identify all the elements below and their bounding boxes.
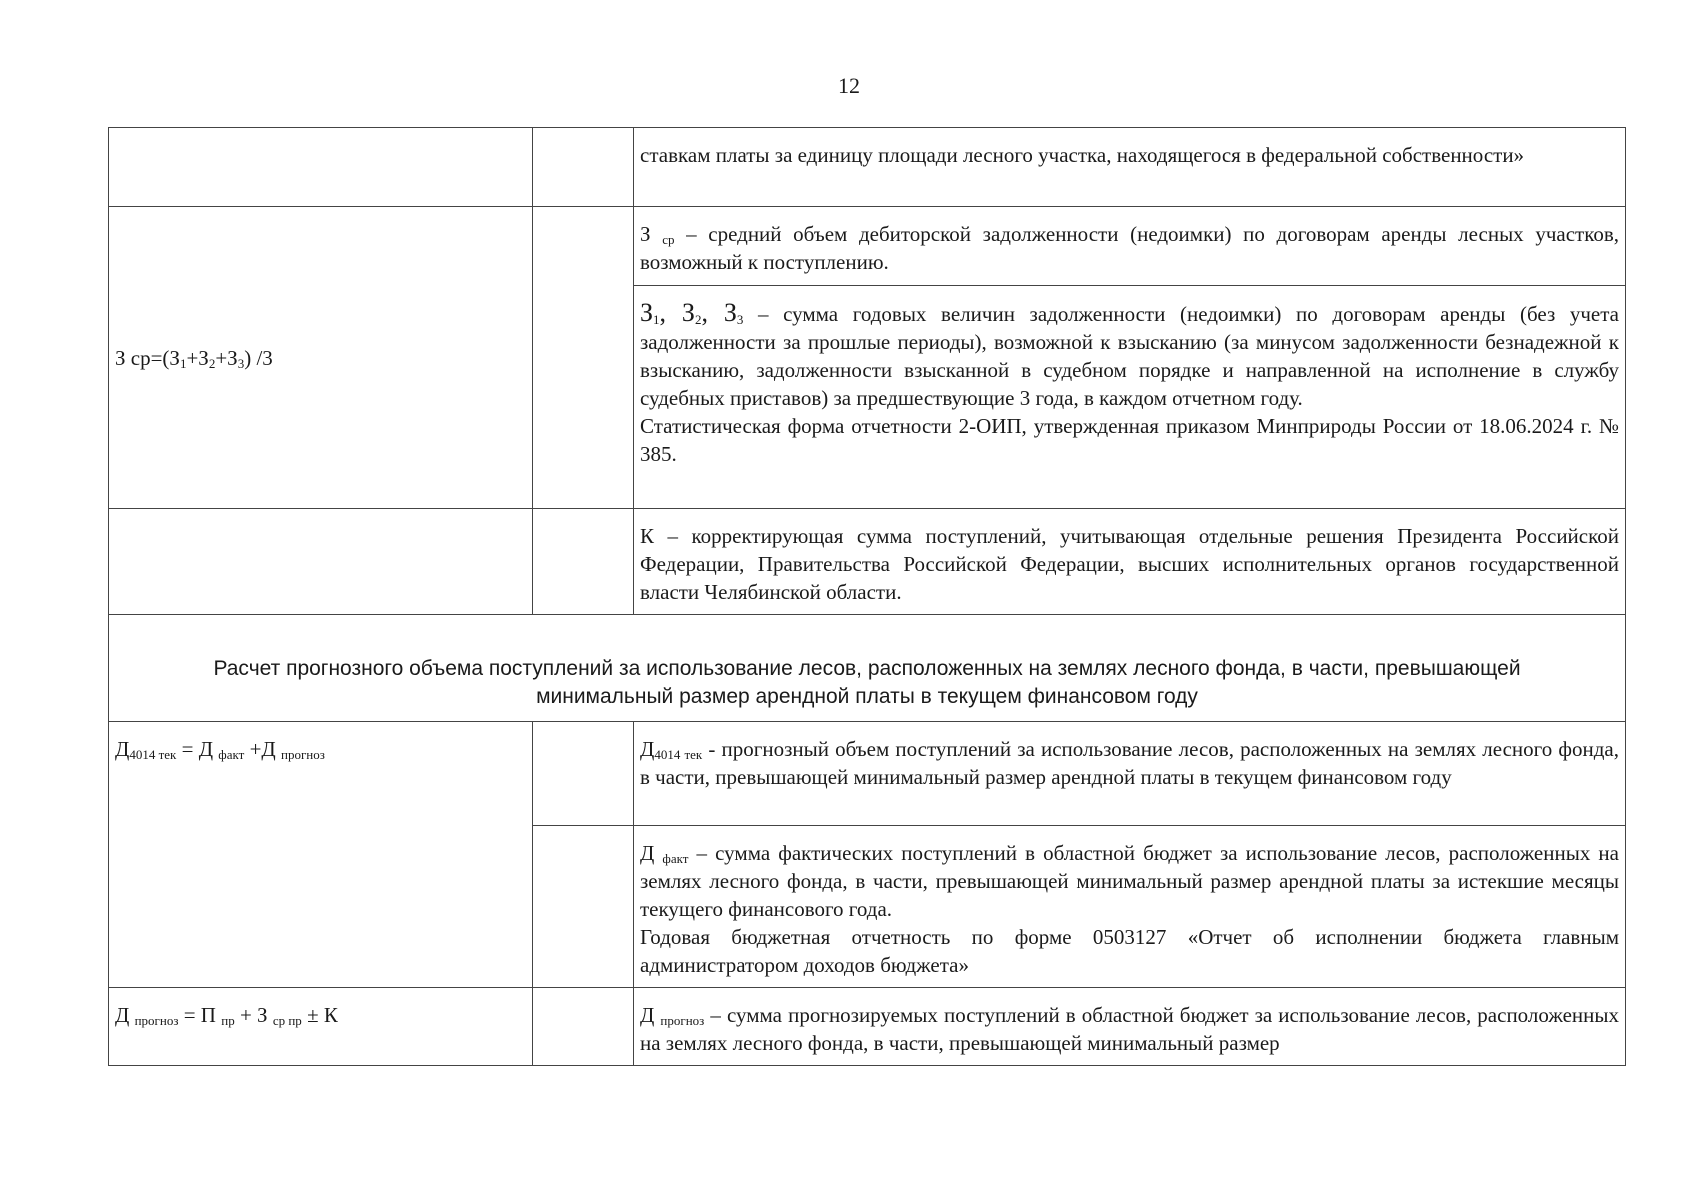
description-text: ставкам платы за единицу площади лесного участка, находящегося в федеральной собственности» <box>640 143 1525 167</box>
formula-text: Д4014 тек = Д факт +Д прогноз <box>115 737 325 762</box>
description-text: З1, З2, З3 – сумма годовых величин задолженности (недоимки) по договорам аренды (без учета задолженности за прошлые периоды), возможной к взысканию (за минусом задолженности безнадежной к взысканию, задолженности взысканной в судебном порядке и направленной на исполнение в службу судебных приставов) за предшествующие 3 года, в каждом отчетном году. Статистическая форма отчетности 2-ОИП, утвержденная приказом Минприроды России от 18.06.2024 г. № 385. <box>640 298 1619 466</box>
description-cell <box>634 826 1626 988</box>
source-cell <box>533 722 634 826</box>
section-heading: Расчет прогнозного объема поступлений за использование лесов, расположенных на землях лесного фонда, в части, превышающей минимальный размер арендной платы в текущем финансовом году <box>213 657 1521 708</box>
description-text: К – корректирующая сумма поступлений, учитывающая отдельные решения Президента Российской Федерации, Правительства Российской Федерации, высших исполнительных органов государственной власти Челябинской области. <box>640 524 1619 604</box>
description-cell <box>634 286 1626 509</box>
formula-cell <box>109 988 533 1066</box>
source-cell <box>533 207 634 509</box>
description-cell <box>634 128 1626 207</box>
description-text: Д факт – сумма фактических поступлений в областной бюджет за использование лесов, расположенных на землях лесного фонда, в части, превышающей минимальный размер арендной платы за истекшие месяцы текущего финансового года. Годовая бюджетная отчетность по форме 0503127 «Отчет об исполнении бюджета главным администратором доходов бюджета» <box>640 841 1619 977</box>
source-note: Годовая бюджетная отчетность по форме 0503127 «Отчет об исполнении бюджета главным администратором доходов бюджета» <box>640 925 1619 977</box>
formula-text: З ср=(З1+З2+З3) /3 <box>115 345 273 371</box>
formula-text: Д прогноз = П пр + З ср пр ± К <box>115 1003 338 1028</box>
description-cell <box>634 722 1626 826</box>
description-cell <box>634 207 1626 286</box>
table-row <box>109 722 1626 826</box>
description-text: Д4014 тек - прогнозный объем поступлений за использование лесов, расположенных на землях лесного фонда, в части, превышающей минимальный размер арендной платы в текущем финансовом году <box>640 737 1619 789</box>
section-heading-row <box>109 615 1626 722</box>
description-cell <box>634 509 1626 615</box>
revenue-calculation-table <box>108 127 1626 1066</box>
table-row <box>109 128 1626 207</box>
formula-cell <box>109 722 533 988</box>
source-cell <box>533 826 634 988</box>
source-cell <box>533 988 634 1066</box>
section-heading-cell <box>109 615 1626 722</box>
source-cell <box>533 509 634 615</box>
page-number: 12 <box>838 73 860 98</box>
source-cell <box>533 128 634 207</box>
table-row <box>109 509 1626 615</box>
description-text: З ср – средний объем дебиторской задолженности (недоимки) по договорам аренды лесных участков, возможный к поступлению. <box>640 222 1620 274</box>
formula-cell <box>109 509 533 615</box>
table-row <box>109 207 1626 286</box>
source-note: Статистическая форма отчетности 2-ОИП, утвержденная приказом Минприроды России от 18.06.2024 г. № 385. <box>640 414 1619 466</box>
description-text: Д прогноз – сумма прогнозируемых поступлений в областной бюджет за использование лесов, расположенных на землях лесного фонда, в части, превышающей минимальный размер <box>640 1003 1619 1055</box>
table-row <box>109 988 1626 1066</box>
formula-cell <box>109 128 533 207</box>
description-cell <box>634 988 1626 1066</box>
formula-cell <box>109 207 533 509</box>
